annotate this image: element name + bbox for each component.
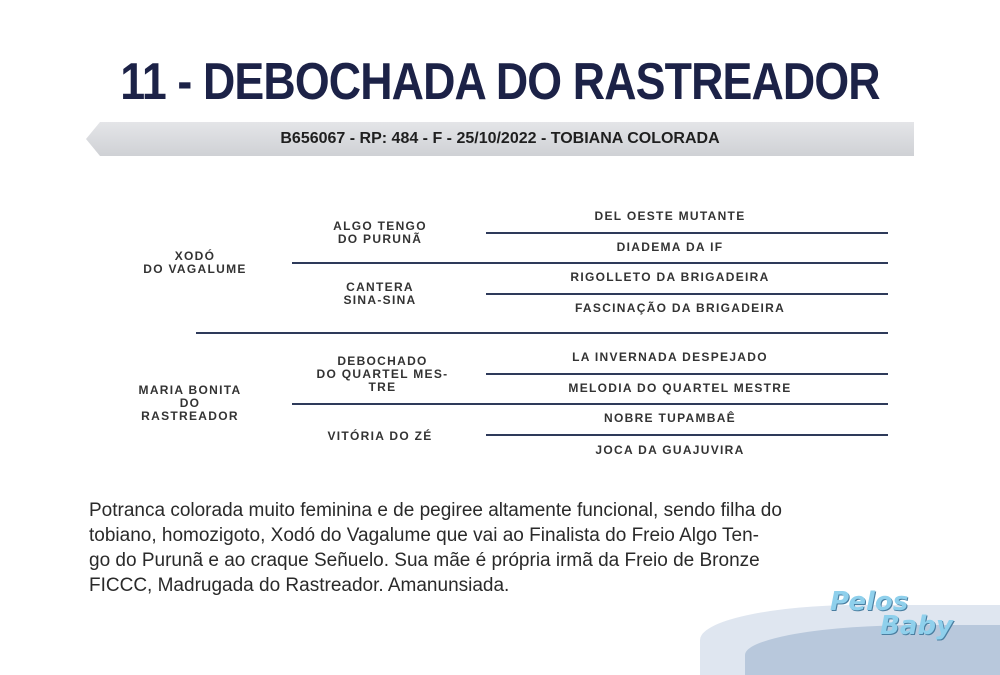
logo-line: Pelos: [830, 587, 909, 617]
logo-line: Baby: [880, 611, 953, 641]
sire-sire-name: ALGO TENGO DO PURUNÃ: [333, 219, 427, 246]
registration-info: B656067 - RP: 484 - F - 25/10/2022 - TOBIANA COLORADA: [280, 130, 720, 147]
sd-divider: [486, 293, 888, 295]
sire-name: XODÓ DO VAGALUME: [143, 249, 247, 276]
sd-dam-name: FASCINAÇÃO DA BRIGADEIRA: [574, 301, 786, 315]
description-line: tobiano, homozigoto, Xodó do Vagalume que vai ao Finalista do Freio Algo Ten-: [89, 525, 760, 546]
dam-name: MARIA BONITA DO RASTREADOR: [138, 383, 242, 423]
dd-divider: [486, 434, 888, 436]
sire-dam-name: CANTERA SINA-SINA: [343, 280, 417, 307]
dd-dam-name: JOCA DA GUAJUVIRA: [595, 443, 745, 457]
sd-sire-name: RIGOLLETO DA BRIGADEIRA: [570, 270, 770, 284]
ds-dam-name: MELODIA DO QUARTEL MESTRE: [568, 381, 792, 395]
sire-dam-divider: [196, 332, 888, 334]
ds-divider: [486, 373, 888, 375]
ss-sire-name: DEL OESTE MUTANTE: [594, 209, 746, 223]
ds-sire-name: LA INVERNADA DESPEJADO: [572, 350, 768, 364]
dam-dam-name: VITÓRIA DO ZÉ: [327, 429, 433, 443]
page-title: 11 - DEBOCHADA DO RASTREADOR: [120, 53, 880, 111]
description-line: go do Purunã e ao craque Señuelo. Sua mãe é própria irmã da Freio de Bronze: [89, 550, 760, 571]
description: [89, 498, 889, 598]
description-line: Potranca colorada muito feminina e de pegiree altamente funcional, sendo filha do: [89, 500, 782, 521]
dam-side-divider: [292, 403, 888, 405]
description-line: FICCC, Madrugada do Rastreador. Amanunsiada.: [89, 575, 510, 596]
sire-side-divider: [292, 262, 888, 264]
ss-divider: [486, 232, 888, 234]
dam-sire-name: DEBOCHADO DO QUARTEL MES- TRE: [316, 354, 449, 394]
dd-sire-name: NOBRE TUPAMBAÊ: [604, 411, 736, 425]
pelos-baby-logo: [830, 587, 953, 641]
ss-dam-name: DIADEMA DA IF: [616, 240, 724, 254]
